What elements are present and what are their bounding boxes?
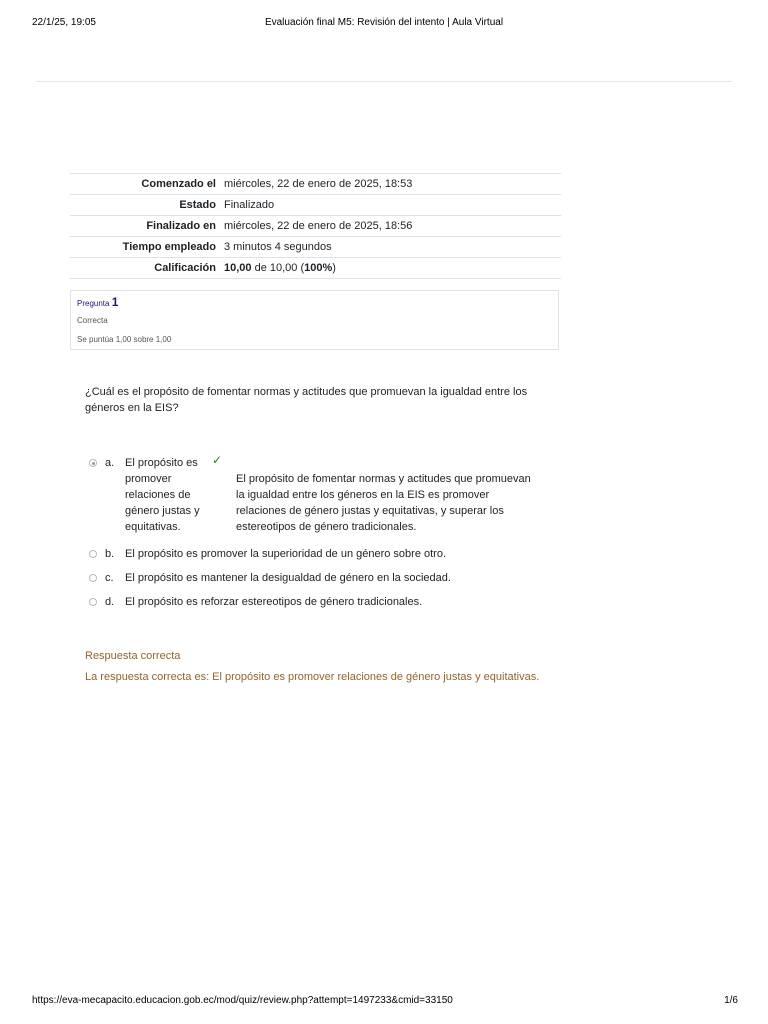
question-number-value: 1 [111, 295, 119, 309]
summary-value: miércoles, 22 de enero de 2025, 18:53 [220, 174, 561, 195]
grade-score: 10,00 [224, 262, 252, 274]
summary-label: Tiempo empleado [70, 237, 220, 258]
print-header [32, 17, 736, 31]
summary-label: Comenzado el [70, 174, 220, 195]
page-number: 1/6 [724, 995, 738, 1006]
answer-radio[interactable] [89, 459, 97, 467]
answer-letter: b. [105, 548, 115, 560]
summary-row [70, 195, 561, 216]
answer-letter: d. [105, 596, 115, 608]
summary-row [70, 237, 561, 258]
question-label: Pregunta [77, 299, 110, 308]
answer-text: El propósito es reforzar estereotipos de género tradicionales. [125, 596, 423, 608]
question-state: Correcta [77, 316, 108, 325]
answer-radio[interactable] [89, 550, 97, 558]
summary-row [70, 174, 561, 195]
summary-row-grade [70, 258, 561, 279]
grade-percent: 100% [304, 262, 333, 274]
outcome-title: Respuesta correcta [85, 650, 181, 662]
question-grade: Se puntúa 1,00 sobre 1,00 [77, 335, 172, 344]
answer-radio[interactable] [89, 598, 97, 606]
grade-of: de 10,00 ( [251, 262, 305, 274]
print-page-title: Evaluación final M5: Revisión del intento | Aula Virtual [264, 17, 504, 28]
attempt-summary-table [70, 173, 561, 279]
header-divider [36, 81, 732, 82]
answer-letter: a. [105, 457, 115, 469]
answer-letter: c. [105, 572, 114, 584]
answer-text: El propósito es promover relaciones de género justas y equitativas. [125, 457, 200, 533]
print-datetime: 22/1/25, 19:05 [32, 17, 96, 28]
page-url: https://eva-mecapacito.educacion.gob.ec/mod/quiz/review.php?attempt=1497233&cmid=33150 [32, 995, 453, 1006]
answer-text: El propósito es promover la superioridad de un género sobre otro. [125, 548, 447, 560]
answer-radio[interactable] [89, 574, 97, 582]
right-answer: La respuesta correcta es: El propósito es promover relaciones de género justas y equitativas. [85, 671, 540, 683]
grade-value [220, 258, 561, 279]
answer-text: El propósito es mantener la desigualdad de género en la sociedad. [125, 572, 451, 584]
answer-feedback: El propósito de fomentar normas y actitudes que promuevan la igualdad entre los géneros en la EIS es promover relaciones de género justas y equitativas, y superar los estereotipos de género tradicionales. [236, 473, 531, 533]
summary-row [70, 216, 561, 237]
summary-value: 3 minutos 4 segundos [220, 237, 561, 258]
grade-close: ) [332, 262, 336, 274]
summary-label: Finalizado en [70, 216, 220, 237]
question-info-box [70, 290, 559, 350]
summary-label: Calificación [70, 258, 220, 279]
summary-label: Estado [70, 195, 220, 216]
question-number [77, 295, 118, 309]
summary-value: Finalizado [220, 195, 561, 216]
check-icon: ✓ [212, 453, 223, 467]
question-outcome [85, 648, 545, 686]
question-text: ¿Cuál es el propósito de fomentar normas y actitudes que promuevan la igualdad entre los géneros en la EIS? [85, 386, 528, 414]
summary-value: miércoles, 22 de enero de 2025, 18:56 [220, 216, 561, 237]
